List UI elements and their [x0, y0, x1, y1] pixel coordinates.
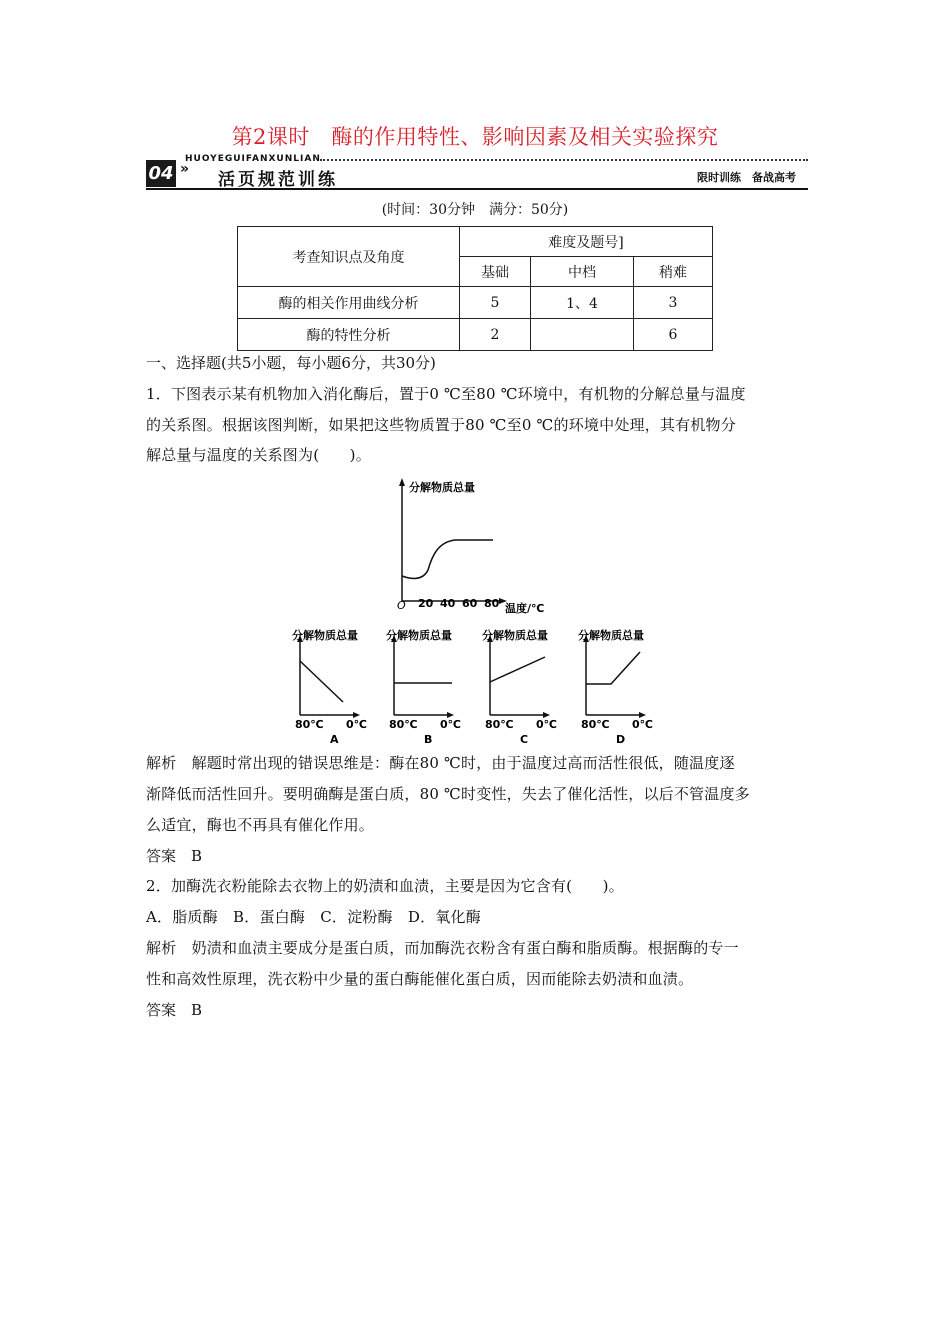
main-chart — [385, 476, 565, 616]
table-cell-topic: 酶的相关作用曲线分析 — [238, 287, 460, 319]
table-header-topic: 考查知识点及角度 — [238, 227, 460, 287]
dotted-divider — [320, 159, 808, 161]
time-score-info: (时间：30分钟 满分：50分) — [381, 202, 569, 218]
option-chart-ylabel: 分解物质总量 — [386, 629, 452, 642]
option-chart-xleft: 80℃ — [485, 718, 514, 731]
option-chart-xleft: 80℃ — [389, 718, 418, 731]
q2-analysis-line2: 性和高效性原理，洗衣粉中少量的蛋白酶能催化蛋白质，因而能除去奶渍和血渍。 — [146, 970, 694, 988]
q2-choices: A．脂质酶 B．蛋白酶 C．淀粉酶 D．氧化酶 — [146, 908, 481, 926]
option-chart-xright: 0℃ — [346, 718, 367, 731]
q2-answer: 答案 B — [146, 1001, 203, 1019]
option-chart-xleft: 80℃ — [295, 718, 324, 731]
q2-stem: 2．加酶洗衣粉能除去衣物上的奶渍和血渍，主要是因为它含有( )。 — [146, 877, 624, 895]
table-cell-hard: 6 — [634, 319, 713, 351]
table-row — [238, 319, 713, 351]
table-cell-topic: 酶的特性分析 — [238, 319, 460, 351]
option-chart-ylabel: 分解物质总量 — [578, 629, 644, 642]
option-chart-d — [578, 628, 653, 746]
option-letter: B — [424, 733, 433, 746]
option-chart-ylabel: 分解物质总量 — [292, 629, 358, 642]
table-cell-hard: 3 — [634, 287, 713, 319]
section-title: 活页规范训练 — [218, 170, 338, 190]
header-rule — [146, 188, 808, 190]
option-chart-b — [386, 628, 461, 746]
main-chart-y-arrow — [399, 478, 405, 486]
table-cell-mid — [531, 319, 634, 351]
option-chart-xright: 0℃ — [632, 718, 653, 731]
table-cell-basic: 5 — [460, 287, 531, 319]
table-header-difficulty: 难度及题号] — [460, 227, 713, 257]
q1-stem-line2: 的关系图。根据该图判断，如果把这些物质置于80 ℃至0 ℃的环境中处理，其有机物分 — [146, 416, 736, 434]
chevron-icon: » — [180, 161, 190, 177]
q1-stem-line3: 解总量与温度的关系图为( )。 — [146, 446, 371, 464]
main-chart-tick: 60 — [462, 597, 478, 610]
table-cell-mid: 1、4 — [531, 287, 634, 319]
option-chart-c — [482, 628, 557, 746]
main-chart-tick: 80 — [484, 597, 500, 610]
table-subheader-hard: 稍难 — [634, 257, 713, 287]
lesson-title: 第2课时 酶的作用特性、影响因素及相关实验探究 — [231, 125, 719, 149]
q1-analysis-line2: 渐降低而活性回升。要明确酶是蛋白质，80 ℃时变性，失去了催化活性，以后不管温度多 — [146, 785, 750, 803]
option-chart-xleft: 80℃ — [581, 718, 610, 731]
main-chart-curve — [402, 540, 493, 578]
option-letter: C — [520, 733, 529, 746]
option-d-line — [586, 652, 640, 684]
option-chart-xright: 0℃ — [440, 718, 461, 731]
q1-analysis-line3: 么适宜，酶也不再具有催化作用。 — [146, 816, 375, 834]
table-row — [238, 287, 713, 319]
table-subheader-mid: 中档 — [531, 257, 634, 287]
q1-analysis-line1: 解析 解题时常出现的错误思维是：酶在80 ℃时，由于温度过高而活性很低，随温度逐 — [146, 754, 735, 772]
q1-stem-line1: 1．下图表示某有机物加入消化酶后，置于0 ℃至80 ℃环境中，有机物的分解总量与温度 — [146, 385, 746, 403]
part-heading: 一、选择题(共5小题，每小题6分，共30分) — [146, 354, 436, 372]
option-chart-ylabel: 分解物质总量 — [482, 629, 548, 642]
main-chart-ylabel: 分解物质总量 — [409, 481, 475, 494]
table-cell-basic: 2 — [460, 319, 531, 351]
option-letter: D — [616, 733, 626, 746]
option-charts — [290, 627, 670, 747]
q2-analysis-line1: 解析 奶渍和血渍主要成分是蛋白质，而加酶洗衣粉含有蛋白酶和脂质酶。根据酶的专一 — [146, 939, 739, 957]
option-c-line — [490, 657, 545, 682]
option-a-line — [300, 661, 343, 702]
main-chart-xlabel: 温度/℃ — [505, 602, 545, 615]
main-chart-origin: O — [397, 599, 406, 612]
section-pinyin: HUOYEGUIFANXUNLIAN — [185, 154, 321, 164]
q1-answer: 答案 B — [146, 847, 203, 865]
section-tagline: 限时训练 备战高考 — [697, 171, 796, 184]
knowledge-point-table — [237, 226, 713, 351]
main-chart-tick: 20 — [418, 597, 434, 610]
main-chart-tick: 40 — [440, 597, 456, 610]
option-chart-a — [292, 628, 367, 746]
option-chart-xright: 0℃ — [536, 718, 557, 731]
option-letter: A — [330, 733, 339, 746]
section-number-badge: 04 — [146, 160, 176, 187]
table-subheader-basic: 基础 — [460, 257, 531, 287]
